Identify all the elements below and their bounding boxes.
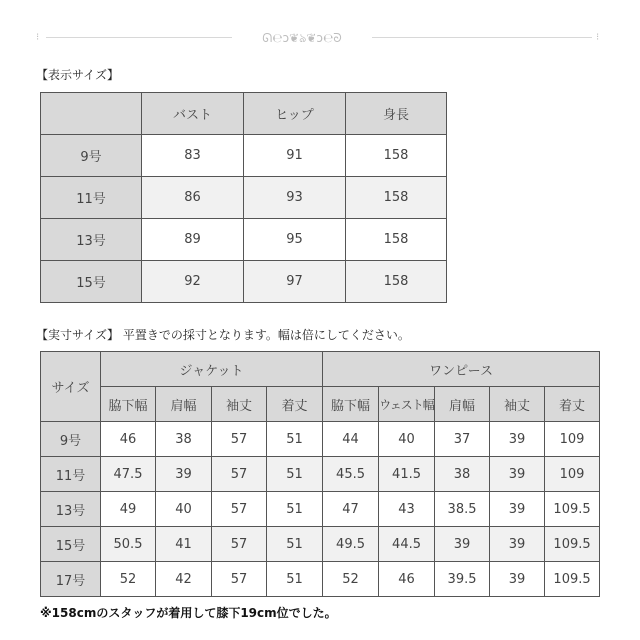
dress-waist-width-header: ウェスト幅 bbox=[379, 387, 435, 422]
jacket-group-header: ジャケット bbox=[101, 352, 323, 387]
table-row bbox=[41, 135, 447, 177]
jacket-sleeve-length-header: 袖丈 bbox=[212, 387, 267, 422]
value-cell: 42 bbox=[156, 562, 212, 597]
bust-cell: 89 bbox=[142, 219, 244, 261]
onepiece-group-header: ワンピース bbox=[323, 352, 600, 387]
dress-length-header: 着丈 bbox=[545, 387, 600, 422]
size-label-cell: 15号 bbox=[41, 527, 101, 562]
value-cell: 43 bbox=[379, 492, 435, 527]
size-label-cell: 15号 bbox=[41, 261, 142, 303]
value-cell: 46 bbox=[379, 562, 435, 597]
ornamental-divider bbox=[36, 28, 602, 48]
value-cell: 52 bbox=[323, 562, 379, 597]
divider-right-dots-icon: ⁝ bbox=[596, 32, 600, 43]
hip-cell: 97 bbox=[244, 261, 346, 303]
jacket-shoulder-width-header: 肩幅 bbox=[156, 387, 212, 422]
value-cell: 109.5 bbox=[545, 527, 600, 562]
size-label-cell: 9号 bbox=[41, 135, 142, 177]
height-cell: 158 bbox=[346, 135, 447, 177]
value-cell: 51 bbox=[267, 492, 323, 527]
divider-line-left bbox=[46, 37, 232, 38]
value-cell: 47 bbox=[323, 492, 379, 527]
value-cell: 57 bbox=[212, 492, 267, 527]
value-cell: 57 bbox=[212, 422, 267, 457]
value-cell: 52 bbox=[101, 562, 156, 597]
table-row bbox=[41, 261, 447, 303]
value-cell: 38 bbox=[435, 457, 490, 492]
bust-cell: 86 bbox=[142, 177, 244, 219]
value-cell: 41.5 bbox=[379, 457, 435, 492]
jacket-armpit-width-header: 脇下幅 bbox=[101, 387, 156, 422]
value-cell: 46 bbox=[101, 422, 156, 457]
value-cell: 109.5 bbox=[545, 562, 600, 597]
value-cell: 39.5 bbox=[435, 562, 490, 597]
table-header-row bbox=[41, 93, 447, 135]
value-cell: 39 bbox=[490, 457, 545, 492]
value-cell: 39 bbox=[490, 422, 545, 457]
value-cell: 57 bbox=[212, 527, 267, 562]
header-cell-blank bbox=[41, 93, 142, 135]
header-cell-height: 身長 bbox=[346, 93, 447, 135]
flourish-ornament-icon: ᘏ℮ↄ❦ঌ❦ↄ℮ᘐ bbox=[262, 31, 342, 45]
value-cell: 40 bbox=[379, 422, 435, 457]
fitting-note: ※158cmのスタッフが着用して膝下19cm位でした。 bbox=[40, 606, 337, 620]
value-cell: 37 bbox=[435, 422, 490, 457]
value-cell: 51 bbox=[267, 422, 323, 457]
divider-left-dots-icon: ⁝ bbox=[36, 32, 40, 43]
jacket-length-header: 着丈 bbox=[267, 387, 323, 422]
table-row bbox=[41, 527, 600, 562]
table-row bbox=[41, 177, 447, 219]
value-cell: 38 bbox=[156, 422, 212, 457]
value-cell: 57 bbox=[212, 562, 267, 597]
value-cell: 109 bbox=[545, 457, 600, 492]
table-row bbox=[41, 562, 600, 597]
dress-sleeve-length-header: 袖丈 bbox=[490, 387, 545, 422]
value-cell: 51 bbox=[267, 562, 323, 597]
header-cell-bust: バスト bbox=[142, 93, 244, 135]
value-cell: 51 bbox=[267, 457, 323, 492]
height-cell: 158 bbox=[346, 177, 447, 219]
size-label-cell: 11号 bbox=[41, 177, 142, 219]
dress-shoulder-width-header: 肩幅 bbox=[435, 387, 490, 422]
table-subheader-row bbox=[41, 387, 600, 422]
value-cell: 41 bbox=[156, 527, 212, 562]
value-cell: 38.5 bbox=[435, 492, 490, 527]
value-cell: 57 bbox=[212, 457, 267, 492]
table-row bbox=[41, 422, 600, 457]
height-cell: 158 bbox=[346, 219, 447, 261]
value-cell: 49.5 bbox=[323, 527, 379, 562]
value-cell: 39 bbox=[490, 562, 545, 597]
value-cell: 40 bbox=[156, 492, 212, 527]
value-cell: 47.5 bbox=[101, 457, 156, 492]
actual-size-table bbox=[40, 351, 600, 597]
bust-cell: 92 bbox=[142, 261, 244, 303]
size-label-cell: 17号 bbox=[41, 562, 101, 597]
value-cell: 109.5 bbox=[545, 492, 600, 527]
display-size-table bbox=[40, 92, 447, 303]
size-label-cell: 13号 bbox=[41, 219, 142, 261]
height-cell: 158 bbox=[346, 261, 447, 303]
table-row bbox=[41, 457, 600, 492]
value-cell: 109 bbox=[545, 422, 600, 457]
size-label-cell: 9号 bbox=[41, 422, 101, 457]
value-cell: 39 bbox=[490, 492, 545, 527]
size-label-cell: 11号 bbox=[41, 457, 101, 492]
hip-cell: 91 bbox=[244, 135, 346, 177]
size-label-cell: 13号 bbox=[41, 492, 101, 527]
dress-armpit-width-header: 脇下幅 bbox=[323, 387, 379, 422]
hip-cell: 95 bbox=[244, 219, 346, 261]
table-row bbox=[41, 492, 600, 527]
actual-size-title: 【実寸サイズ】 平置きでの採寸となります。幅は倍にしてください。 bbox=[36, 328, 410, 342]
hip-cell: 93 bbox=[244, 177, 346, 219]
size-header-cell: サイズ bbox=[41, 352, 101, 422]
header-cell-hip: ヒップ bbox=[244, 93, 346, 135]
value-cell: 45.5 bbox=[323, 457, 379, 492]
divider-line-right bbox=[372, 37, 592, 38]
value-cell: 44.5 bbox=[379, 527, 435, 562]
value-cell: 39 bbox=[490, 527, 545, 562]
value-cell: 51 bbox=[267, 527, 323, 562]
value-cell: 49 bbox=[101, 492, 156, 527]
value-cell: 44 bbox=[323, 422, 379, 457]
value-cell: 39 bbox=[435, 527, 490, 562]
display-size-title: 【表示サイズ】 bbox=[36, 68, 120, 82]
bust-cell: 83 bbox=[142, 135, 244, 177]
table-row bbox=[41, 219, 447, 261]
value-cell: 39 bbox=[156, 457, 212, 492]
table-group-header-row bbox=[41, 352, 600, 387]
value-cell: 50.5 bbox=[101, 527, 156, 562]
